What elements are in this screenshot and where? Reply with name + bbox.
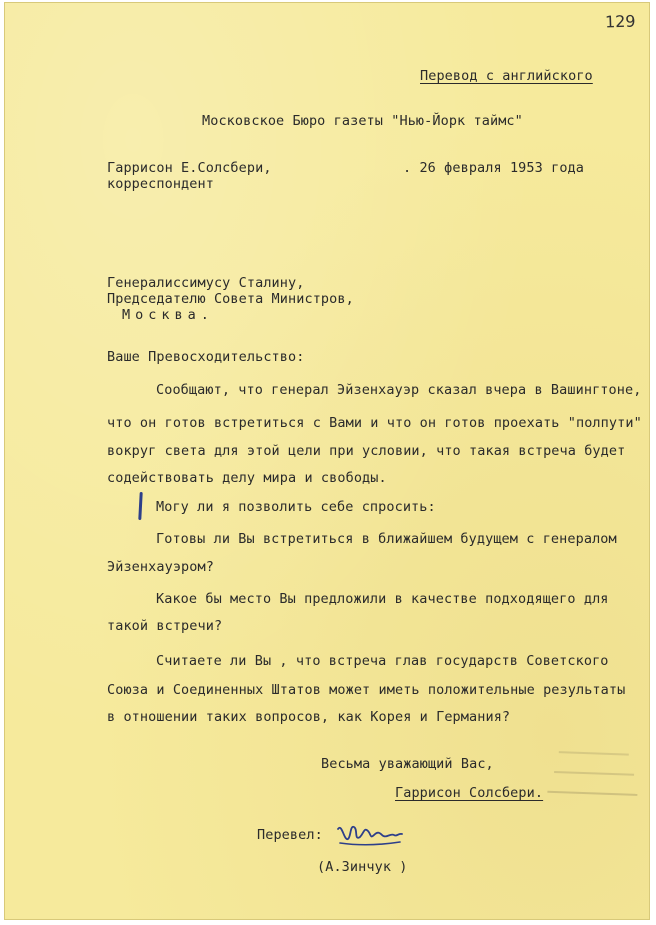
translation-note: Перевод с английского [420, 68, 593, 84]
question-1-line-2: Эйзенхауэром? [107, 559, 214, 575]
body-p1-line-2: что он готов встретиться с Вами и что он готов проехать "полпути" [107, 415, 642, 431]
sender-name: Гаррисон Е.Солсбери, [107, 160, 272, 176]
question-3-line-1: Считаете ли Вы , что встреча глав государств Советского [156, 653, 609, 669]
page-number: 129 [604, 11, 636, 32]
salutation: Ваше Превосходительство: [107, 349, 305, 365]
addressee-line-1: Генералиссимусу Сталину, [107, 275, 305, 291]
letter-date: . 26 февраля 1953 года [403, 160, 585, 176]
question-2-line-1: Какое бы место Вы предложили в качестве подходящего для [156, 591, 609, 607]
question-1-line-1: Готовы ли Вы встретиться в ближайшем будущем с генералом [156, 531, 617, 547]
addressee-line-2: Председателю Совета Министров, [107, 291, 354, 307]
closing-signature: Гаррисон Солсбери. [395, 785, 544, 801]
bleed-through-text [524, 708, 656, 837]
sender-role: корреспондент [107, 176, 214, 192]
document-page [4, 2, 650, 920]
translator-name: (А.Зинчук ) [317, 859, 408, 875]
question-3-line-2: Союза и Соединенных Штатов может иметь положительные результаты [107, 682, 626, 698]
addressee-line-3: Москва. [122, 307, 214, 323]
body-p1-line-4: содействовать делу мира и свободы. [107, 470, 387, 486]
handwritten-signature [334, 819, 406, 853]
bureau-header: Московское Бюро газеты "Нью-Йорк таймс" [202, 113, 523, 129]
question-3-line-3: в отношении таких вопросов, как Корея и Германия? [107, 709, 511, 725]
closing-regards: Весьма уважающий Вас, [321, 756, 494, 772]
question-2-line-2: такой встречи? [107, 618, 223, 634]
body-p2: Могу ли я позволить себе спросить: [156, 499, 436, 515]
margin-pen-mark [138, 492, 142, 520]
body-p1-line-1: Сообщают, что генерал Эйзенхауэр сказал вчера в Вашингтоне, [156, 382, 642, 398]
body-p1-line-3: вокруг света для этой цели при условии, что такая встреча будет [107, 443, 626, 459]
translator-label: Перевел: [257, 827, 323, 843]
